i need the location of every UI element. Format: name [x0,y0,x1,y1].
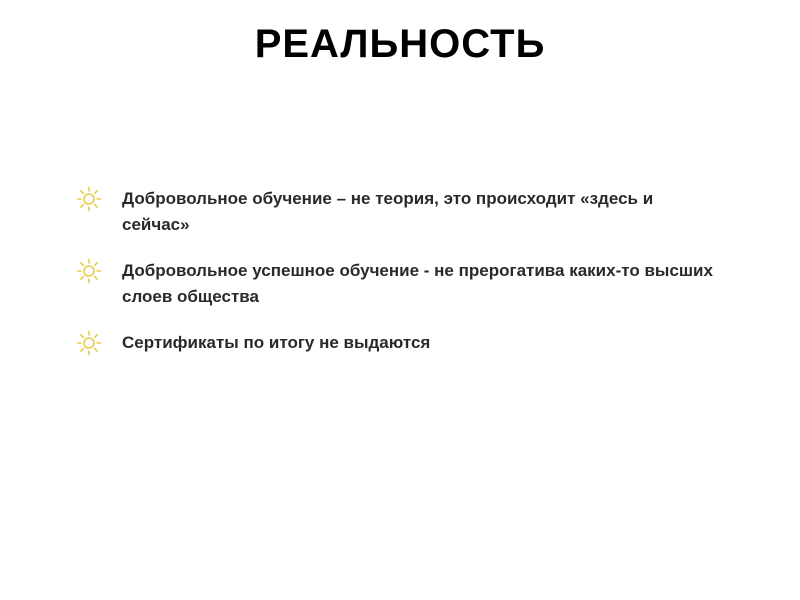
list-item [76,186,716,238]
sun-icon [76,258,102,284]
sun-icon [76,330,102,356]
bullet-text: Сертификаты по итогу не выдаются [122,333,431,352]
sun-icon [76,186,102,212]
bullet-text: Добровольное обучение – не теория, это происходит «здесь и сейчас» [122,189,654,234]
list-item [76,258,716,310]
bullet-list [76,186,716,376]
list-item [76,330,716,356]
bullet-text: Добровольное успешное обучение - не прерогатива каких-то высших слоев общества [122,261,713,306]
slide-title: РЕАЛЬНОСТЬ [254,22,546,66]
